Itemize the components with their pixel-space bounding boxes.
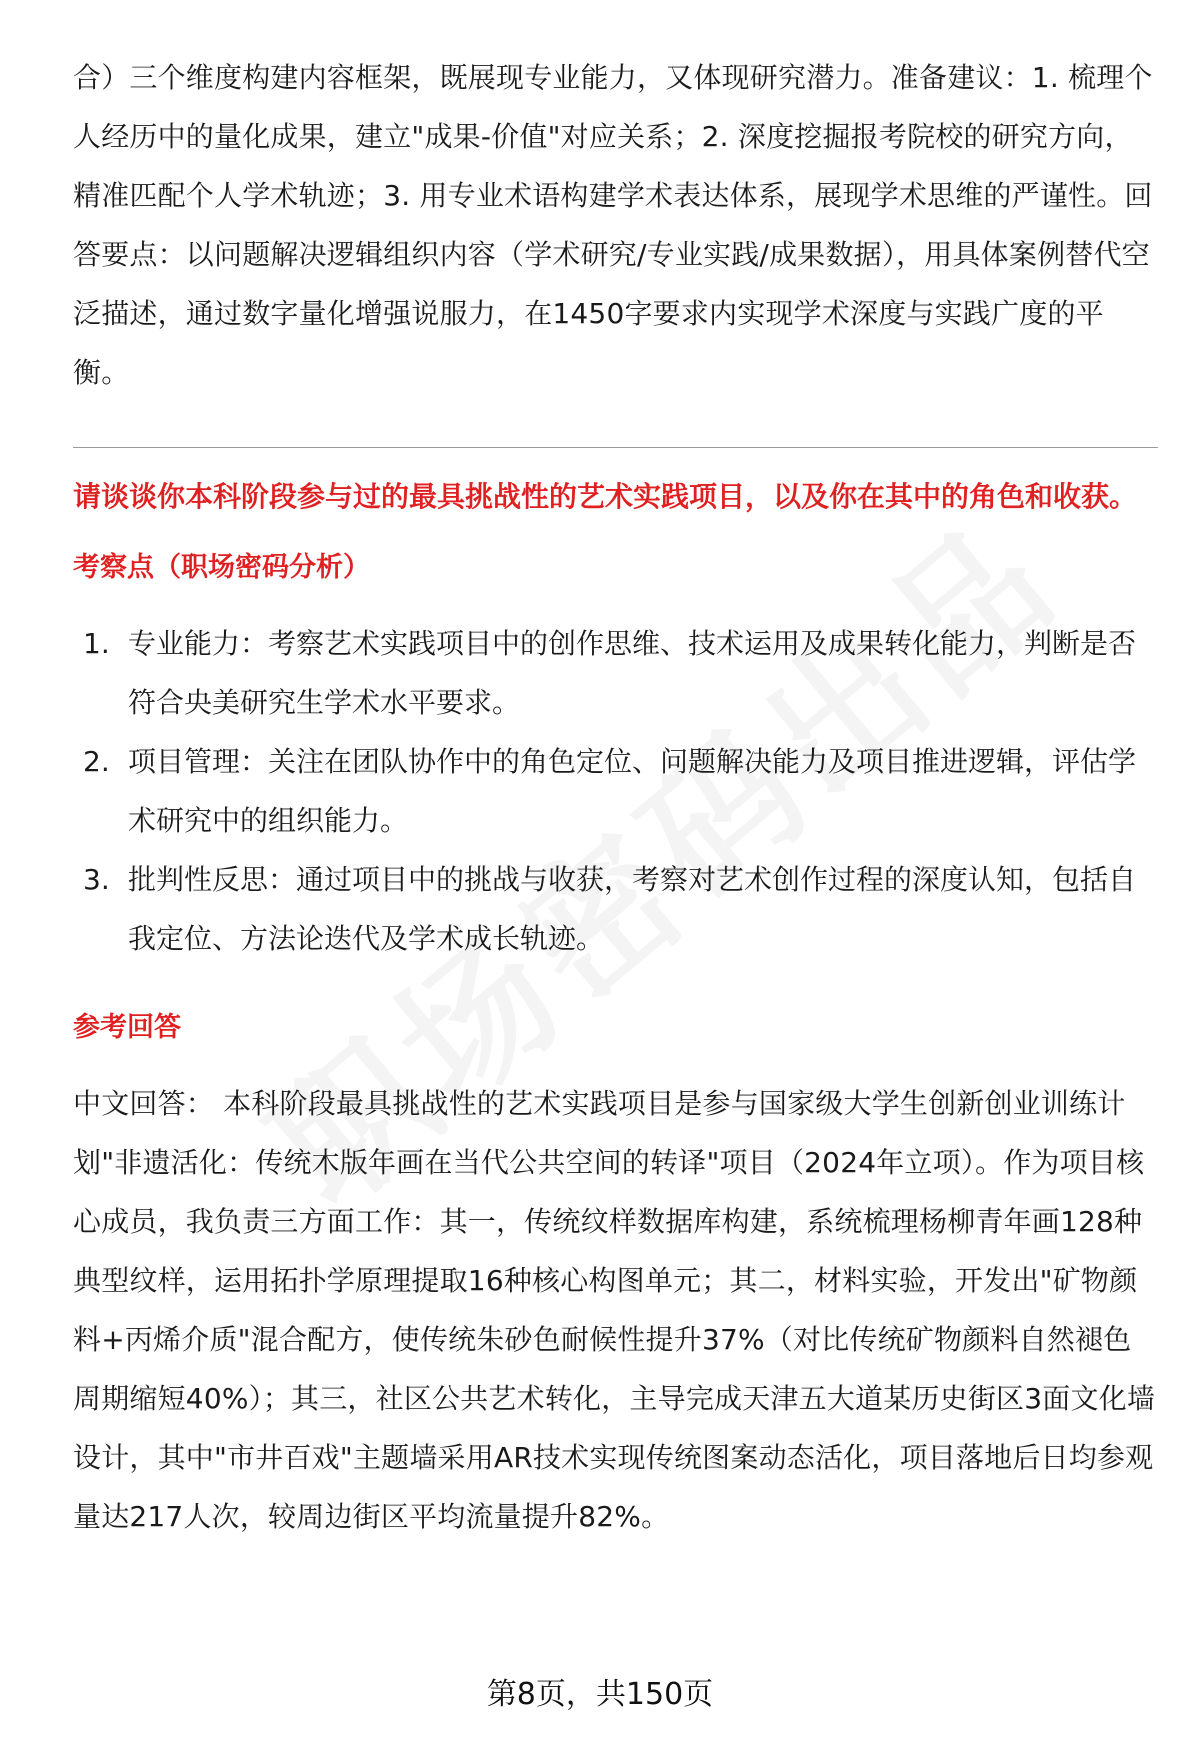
document-page	[73, 48, 1158, 1546]
list-item-text: 项目管理：关注在团队协作中的角色定位、问题解决能力及项目推进逻辑，评估学术研究中的组织能力。	[128, 745, 1137, 837]
list-item-number: 1.	[83, 627, 110, 660]
list-item-text: 批判性反思：通过项目中的挑战与收获，考察对艺术创作过程的深度认知，包括自我定位、方法论迭代及学术成长轨迹。	[128, 863, 1137, 955]
reference-answer: 中文回答： 本科阶段最具挑战性的艺术实践项目是参与国家级大学生创新创业训练计划"非遗活化：传统木版年画在当代公共空间的转译"项目（2024年立项）。作为项目核心成员，我负责三方面工作：其一，传统纹样数据库构建，系统梳理杨柳青年画128种典型纹样，运用拓扑学原理提取16种核心构图单元；其二，材料实验，开发出"矿物颜料+丙烯介质"混合配方，使传统朱砂色耐候性提升37%（对比传统矿物颜料自然褪色周期缩短40%）；其三，社区公共艺术转化，主导完成天津五大道某历史街区3面文化墙设计，其中"市井百戏"主题墙采用AR技术实现传统图案动态活化，项目落地后日均参观量达217人次，较周边街区平均流量提升82%。	[73, 1087, 1156, 1533]
list-item	[73, 732, 1158, 850]
list-item	[73, 850, 1158, 968]
list-item	[73, 614, 1158, 732]
list-item-text: 专业能力：考察艺术实践项目中的创作思维、技术运用及成果转化能力，判断是否符合央美研究生学术水平要求。	[128, 627, 1137, 719]
intro-paragraph: 合）三个维度构建内容框架，既展现专业能力，又体现研究潜力。准备建议：1. 梳理个人经历中的量化成果，建立"成果-价值"对应关系；2. 深度挖掘报考院校的研究方向，精准匹配个人学术轨迹；3. 用专业术语构建学术表达体系，展现学术思维的严谨性。回答要点：以问题解决逻辑组织内容（学术研究/专业实践/成果数据），用具体案例替代空泛描述，通过数字量化增强说服力，在1450字要求内实现学术深度与实践广度的平衡。	[73, 61, 1153, 389]
question-title: 请谈谈你本科阶段参与过的最具挑战性的艺术实践项目，以及你在其中的角色和收获。	[73, 480, 1138, 513]
reference-heading: 参考回答	[73, 1012, 181, 1043]
list-item-number: 2.	[83, 745, 110, 778]
analysis-list	[73, 614, 1158, 968]
analysis-heading: 考察点（职场密码分析）	[73, 552, 370, 583]
list-item-number: 3.	[83, 863, 110, 896]
page-number: 第8页，共150页	[486, 1677, 714, 1712]
section-divider	[73, 447, 1158, 448]
